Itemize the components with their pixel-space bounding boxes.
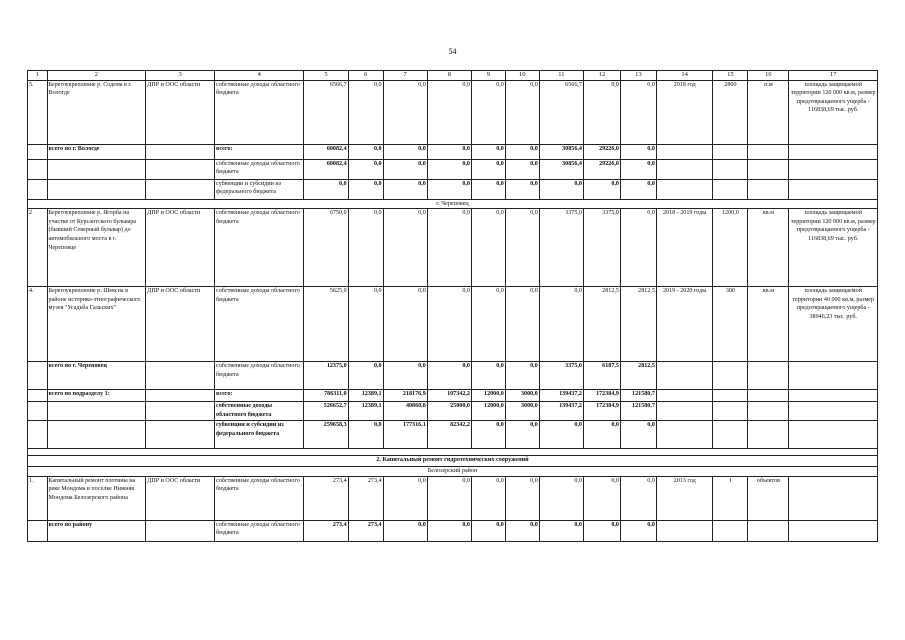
executor: ДПР и ООС области bbox=[146, 476, 215, 520]
empty-cell bbox=[748, 520, 789, 541]
value-cell: 273,4 bbox=[304, 476, 348, 520]
spacer-cell bbox=[28, 449, 878, 456]
col-number: 5 bbox=[304, 71, 348, 81]
value-cell: 0,0 bbox=[383, 362, 427, 390]
column-numbers-row bbox=[28, 71, 878, 81]
row-number bbox=[28, 159, 48, 179]
value-cell: 259658,3 bbox=[304, 421, 348, 449]
value-cell: 0,0 bbox=[583, 520, 620, 541]
executor bbox=[146, 421, 215, 449]
empty-cell bbox=[713, 144, 748, 159]
empty-cell bbox=[656, 179, 713, 199]
funding-source: субвенции и субсидии из федерального бюджета bbox=[215, 421, 304, 449]
empty-cell bbox=[656, 144, 713, 159]
funding-source: всего: bbox=[215, 390, 304, 402]
value-cell: 0,0 bbox=[620, 144, 656, 159]
empty-cell bbox=[713, 402, 748, 421]
value-cell: 30856,4 bbox=[539, 159, 583, 179]
col-number: 7 bbox=[383, 71, 427, 81]
executor: ДПР и ООС области bbox=[146, 209, 215, 287]
value-cell: 0,0 bbox=[348, 209, 383, 287]
value-cell: 0,0 bbox=[471, 159, 505, 179]
value-cell: 25000,0 bbox=[427, 402, 471, 421]
empty-cell bbox=[789, 159, 878, 179]
page-number: 54 bbox=[448, 47, 457, 56]
value-cell: 0,0 bbox=[505, 159, 539, 179]
empty-cell bbox=[748, 421, 789, 449]
value-cell: 0,0 bbox=[471, 520, 505, 541]
value-cell: 0,0 bbox=[505, 209, 539, 287]
effect-cell: площадь защищаемой территории 120 000 кв.м, размер предотвращаемого ущерба - 116838,69 тыс. руб. bbox=[789, 80, 878, 144]
value-cell: 0,0 bbox=[539, 520, 583, 541]
value-cell: 3000,0 bbox=[505, 402, 539, 421]
empty-cell bbox=[789, 421, 878, 449]
value-cell: 60082,4 bbox=[304, 159, 348, 179]
table-row bbox=[28, 159, 878, 179]
effect-cell: площадь защищаемой территории 40 000 кв.м, размер предотвращаемого ущерба - 38946,23 тыс. руб. bbox=[789, 287, 878, 362]
value-cell: 0,0 bbox=[427, 520, 471, 541]
empty-cell bbox=[748, 402, 789, 421]
city-heading: г. Череповец bbox=[28, 199, 878, 209]
subtotal-label: всего по подразделу 1: bbox=[47, 390, 146, 402]
value-cell: 0,0 bbox=[620, 476, 656, 520]
executor bbox=[146, 402, 215, 421]
empty-cell bbox=[789, 520, 878, 541]
value-cell: 5625,0 bbox=[304, 287, 348, 362]
row-number bbox=[28, 421, 48, 449]
project-name: Берегоукрепление р. Содема в г. Вологде bbox=[47, 80, 146, 144]
value-cell: 172384,9 bbox=[583, 390, 620, 402]
executor bbox=[146, 520, 215, 541]
empty-cell bbox=[713, 520, 748, 541]
value-cell: 0,0 bbox=[304, 179, 348, 199]
funding-source: субвенции и субсидии из федерального бюджета bbox=[215, 179, 304, 199]
value-cell: 0,0 bbox=[471, 421, 505, 449]
period-cell: 2019 - 2020 годы bbox=[656, 287, 713, 362]
value-cell: 139437,2 bbox=[539, 402, 583, 421]
value-cell: 0,0 bbox=[539, 421, 583, 449]
executor: ДПР и ООС области bbox=[146, 287, 215, 362]
col-number: 6 bbox=[348, 71, 383, 81]
unit-cell: кв.м bbox=[748, 287, 789, 362]
value-cell: 0,0 bbox=[427, 80, 471, 144]
col-number: 14 bbox=[656, 71, 713, 81]
row-number bbox=[28, 144, 48, 159]
funding-source: собственные доходы областного бюджета bbox=[215, 209, 304, 287]
value-cell: 273,4 bbox=[348, 520, 383, 541]
value-cell: 0,0 bbox=[471, 80, 505, 144]
col-number: 10 bbox=[505, 71, 539, 81]
city-row bbox=[28, 199, 878, 209]
row-number: 2 bbox=[28, 209, 48, 287]
value-cell: 0,0 bbox=[383, 476, 427, 520]
value-cell: 0,0 bbox=[383, 179, 427, 199]
value-cell: 0,0 bbox=[427, 287, 471, 362]
capacity-cell: 1 bbox=[713, 476, 748, 520]
executor bbox=[146, 144, 215, 159]
capacity-cell: 300 bbox=[713, 287, 748, 362]
value-cell: 526652,7 bbox=[304, 402, 348, 421]
unit-cell: объектов bbox=[748, 476, 789, 520]
col-number: 9 bbox=[471, 71, 505, 81]
value-cell: 0,0 bbox=[427, 362, 471, 390]
value-cell: 40860,8 bbox=[383, 402, 427, 421]
value-cell: 0,0 bbox=[471, 287, 505, 362]
district-row bbox=[28, 467, 878, 477]
value-cell: 3000,0 bbox=[505, 390, 539, 402]
value-cell: 0,0 bbox=[383, 520, 427, 541]
executor: ДПР и ООС области bbox=[146, 80, 215, 144]
value-cell: 6566,7 bbox=[539, 80, 583, 144]
value-cell: 0,0 bbox=[583, 421, 620, 449]
value-cell: 0,0 bbox=[505, 421, 539, 449]
empty-cell bbox=[789, 390, 878, 402]
subtotal-label: всего по району bbox=[47, 520, 146, 541]
value-cell: 0,0 bbox=[539, 287, 583, 362]
unit-cell: кв.м bbox=[748, 209, 789, 287]
row-number bbox=[28, 390, 48, 402]
col-number: 3 bbox=[146, 71, 215, 81]
table-row bbox=[28, 179, 878, 199]
value-cell: 0,0 bbox=[383, 287, 427, 362]
funding-source: всего: bbox=[215, 144, 304, 159]
value-cell: 0,0 bbox=[471, 476, 505, 520]
empty-cell bbox=[713, 179, 748, 199]
project-name: Берегоукрепление р. Шексна в районе историко-этнографического музея "Усадьба Гальских" bbox=[47, 287, 146, 362]
value-cell: 121580,7 bbox=[620, 390, 656, 402]
value-cell: 6566,7 bbox=[304, 80, 348, 144]
table-row bbox=[28, 402, 878, 421]
empty-cell bbox=[789, 362, 878, 390]
row-number bbox=[28, 362, 48, 390]
value-cell: 3375,0 bbox=[583, 209, 620, 287]
empty-cell bbox=[748, 179, 789, 199]
empty-cell bbox=[656, 159, 713, 179]
unit-cell: п.м bbox=[748, 80, 789, 144]
value-cell: 273,4 bbox=[348, 476, 383, 520]
funding-source: собственные доходы областного бюджета bbox=[215, 476, 304, 520]
empty-cell bbox=[656, 402, 713, 421]
empty-cell bbox=[789, 144, 878, 159]
value-cell: 0,0 bbox=[348, 362, 383, 390]
program-table bbox=[27, 70, 878, 542]
table-row bbox=[28, 476, 878, 520]
col-number: 17 bbox=[789, 71, 878, 81]
empty-cell bbox=[656, 421, 713, 449]
executor bbox=[146, 179, 215, 199]
value-cell: 218176,9 bbox=[383, 390, 427, 402]
period-cell: 2013 год bbox=[656, 476, 713, 520]
table-row bbox=[28, 144, 878, 159]
effect-cell: площадь защищаемой территории 120 000 кв.м, размер предотвращаемого ущерба - 116838,69 тыс. руб. bbox=[789, 209, 878, 287]
col-number: 12 bbox=[583, 71, 620, 81]
funding-source: собственные доходы областного бюджета bbox=[215, 362, 304, 390]
value-cell: 82342,2 bbox=[427, 421, 471, 449]
funding-source: собственные доходы областного бюджета bbox=[215, 159, 304, 179]
value-cell: 30856,4 bbox=[539, 144, 583, 159]
value-cell: 12000,0 bbox=[471, 390, 505, 402]
empty-cell bbox=[656, 362, 713, 390]
value-cell: 3375,0 bbox=[539, 362, 583, 390]
empty-cell bbox=[47, 421, 146, 449]
value-cell: 0,0 bbox=[620, 520, 656, 541]
spacer-row bbox=[28, 449, 878, 456]
subtotal-label: всего по г. Вологде bbox=[47, 144, 146, 159]
project-name: Берегоукрепление р. Ягорба на участке от Курсантского бульвара (бывший Северный бульвар) до автомобильного моста в г. Череповце bbox=[47, 209, 146, 287]
empty-cell bbox=[47, 159, 146, 179]
value-cell: 12375,0 bbox=[304, 362, 348, 390]
value-cell: 0,0 bbox=[583, 179, 620, 199]
value-cell: 0,0 bbox=[471, 209, 505, 287]
value-cell: 12000,0 bbox=[471, 402, 505, 421]
value-cell: 0,0 bbox=[383, 159, 427, 179]
executor bbox=[146, 159, 215, 179]
value-cell: 0,0 bbox=[620, 159, 656, 179]
value-cell: 0,0 bbox=[348, 421, 383, 449]
empty-cell bbox=[656, 520, 713, 541]
table-row bbox=[28, 287, 878, 362]
executor bbox=[146, 390, 215, 402]
row-number: 5. bbox=[28, 80, 48, 144]
value-cell: 2812,5 bbox=[620, 287, 656, 362]
period-cell: 2018 - 2019 годы bbox=[656, 209, 713, 287]
col-number: 4 bbox=[215, 71, 304, 81]
value-cell: 0,0 bbox=[505, 179, 539, 199]
value-cell: 273,4 bbox=[304, 520, 348, 541]
value-cell: 0,0 bbox=[539, 179, 583, 199]
table-row bbox=[28, 390, 878, 402]
col-number: 15 bbox=[713, 71, 748, 81]
value-cell: 2812,5 bbox=[620, 362, 656, 390]
value-cell: 0,0 bbox=[505, 80, 539, 144]
period-cell: 2018 год bbox=[656, 80, 713, 144]
col-number: 8 bbox=[427, 71, 471, 81]
value-cell: 0,0 bbox=[505, 520, 539, 541]
empty-cell bbox=[789, 402, 878, 421]
row-number bbox=[28, 179, 48, 199]
executor bbox=[146, 362, 215, 390]
empty-cell bbox=[713, 421, 748, 449]
value-cell: 786311,0 bbox=[304, 390, 348, 402]
empty-cell bbox=[748, 144, 789, 159]
value-cell: 0,0 bbox=[505, 476, 539, 520]
table-row bbox=[28, 362, 878, 390]
empty-cell bbox=[713, 390, 748, 402]
value-cell: 60082,4 bbox=[304, 144, 348, 159]
col-number: 11 bbox=[539, 71, 583, 81]
subtotal-label: всего по г. Череповец bbox=[47, 362, 146, 390]
table-row bbox=[28, 80, 878, 144]
value-cell: 0,0 bbox=[427, 209, 471, 287]
table-row bbox=[28, 520, 878, 541]
value-cell: 139437,2 bbox=[539, 390, 583, 402]
empty-cell bbox=[713, 159, 748, 179]
district-heading: Белозерский район bbox=[28, 467, 878, 477]
value-cell: 12389,1 bbox=[348, 390, 383, 402]
value-cell: 2812,5 bbox=[583, 287, 620, 362]
value-cell: 0,0 bbox=[383, 209, 427, 287]
empty-cell bbox=[748, 362, 789, 390]
value-cell: 0,0 bbox=[620, 209, 656, 287]
empty-cell bbox=[47, 179, 146, 199]
capacity-cell: 1200,0 bbox=[713, 209, 748, 287]
value-cell: 29226,0 bbox=[583, 159, 620, 179]
value-cell: 6750,0 bbox=[304, 209, 348, 287]
table-row bbox=[28, 209, 878, 287]
col-number: 13 bbox=[620, 71, 656, 81]
value-cell: 107342,2 bbox=[427, 390, 471, 402]
value-cell: 0,0 bbox=[383, 80, 427, 144]
value-cell: 0,0 bbox=[505, 362, 539, 390]
empty-cell bbox=[47, 402, 146, 421]
section-row bbox=[28, 456, 878, 467]
value-cell: 172384,9 bbox=[583, 402, 620, 421]
value-cell: 12389,1 bbox=[348, 402, 383, 421]
row-number bbox=[28, 520, 48, 541]
empty-cell bbox=[713, 362, 748, 390]
row-number: 1. bbox=[28, 476, 48, 520]
value-cell: 0,0 bbox=[471, 144, 505, 159]
empty-cell bbox=[748, 390, 789, 402]
value-cell: 0,0 bbox=[471, 362, 505, 390]
value-cell: 0,0 bbox=[427, 476, 471, 520]
value-cell: 0,0 bbox=[505, 144, 539, 159]
empty-cell bbox=[789, 179, 878, 199]
col-number: 2 bbox=[47, 71, 146, 81]
value-cell: 0,0 bbox=[348, 179, 383, 199]
value-cell: 0,0 bbox=[583, 476, 620, 520]
value-cell: 0,0 bbox=[505, 287, 539, 362]
value-cell: 0,0 bbox=[348, 159, 383, 179]
value-cell: 0,0 bbox=[383, 144, 427, 159]
value-cell: 0,0 bbox=[348, 144, 383, 159]
value-cell: 0,0 bbox=[620, 179, 656, 199]
value-cell: 6187,5 bbox=[583, 362, 620, 390]
value-cell: 0,0 bbox=[348, 80, 383, 144]
funding-source: собственные доходы областного бюджета bbox=[215, 520, 304, 541]
col-number: 1 bbox=[28, 71, 48, 81]
capacity-cell: 2800 bbox=[713, 80, 748, 144]
section-heading: 2. Капитальный ремонт гидротехнических сооружений bbox=[28, 456, 878, 467]
value-cell: 121580,7 bbox=[620, 402, 656, 421]
value-cell: 177316,1 bbox=[383, 421, 427, 449]
row-number: 4. bbox=[28, 287, 48, 362]
value-cell: 29226,0 bbox=[583, 144, 620, 159]
row-number bbox=[28, 402, 48, 421]
value-cell: 0,0 bbox=[539, 476, 583, 520]
funding-source: собственные доходы областного бюджета bbox=[215, 402, 304, 421]
value-cell: 0,0 bbox=[620, 421, 656, 449]
col-number: 16 bbox=[748, 71, 789, 81]
value-cell: 0,0 bbox=[583, 80, 620, 144]
value-cell: 0,0 bbox=[427, 179, 471, 199]
funding-source: собственные доходы областного бюджета bbox=[215, 287, 304, 362]
effect-cell bbox=[789, 476, 878, 520]
value-cell: 0,0 bbox=[427, 144, 471, 159]
value-cell: 0,0 bbox=[427, 159, 471, 179]
empty-cell bbox=[656, 390, 713, 402]
value-cell: 0,0 bbox=[471, 179, 505, 199]
value-cell: 0,0 bbox=[620, 80, 656, 144]
table-row bbox=[28, 421, 878, 449]
value-cell: 3375,0 bbox=[539, 209, 583, 287]
project-name: Капитальный ремонт плотины на реке Мондома в поселке Нижняя Мондома Белозерского района bbox=[47, 476, 146, 520]
empty-cell bbox=[748, 159, 789, 179]
value-cell: 0,0 bbox=[348, 287, 383, 362]
funding-source: собственные доходы областного бюджета bbox=[215, 80, 304, 144]
